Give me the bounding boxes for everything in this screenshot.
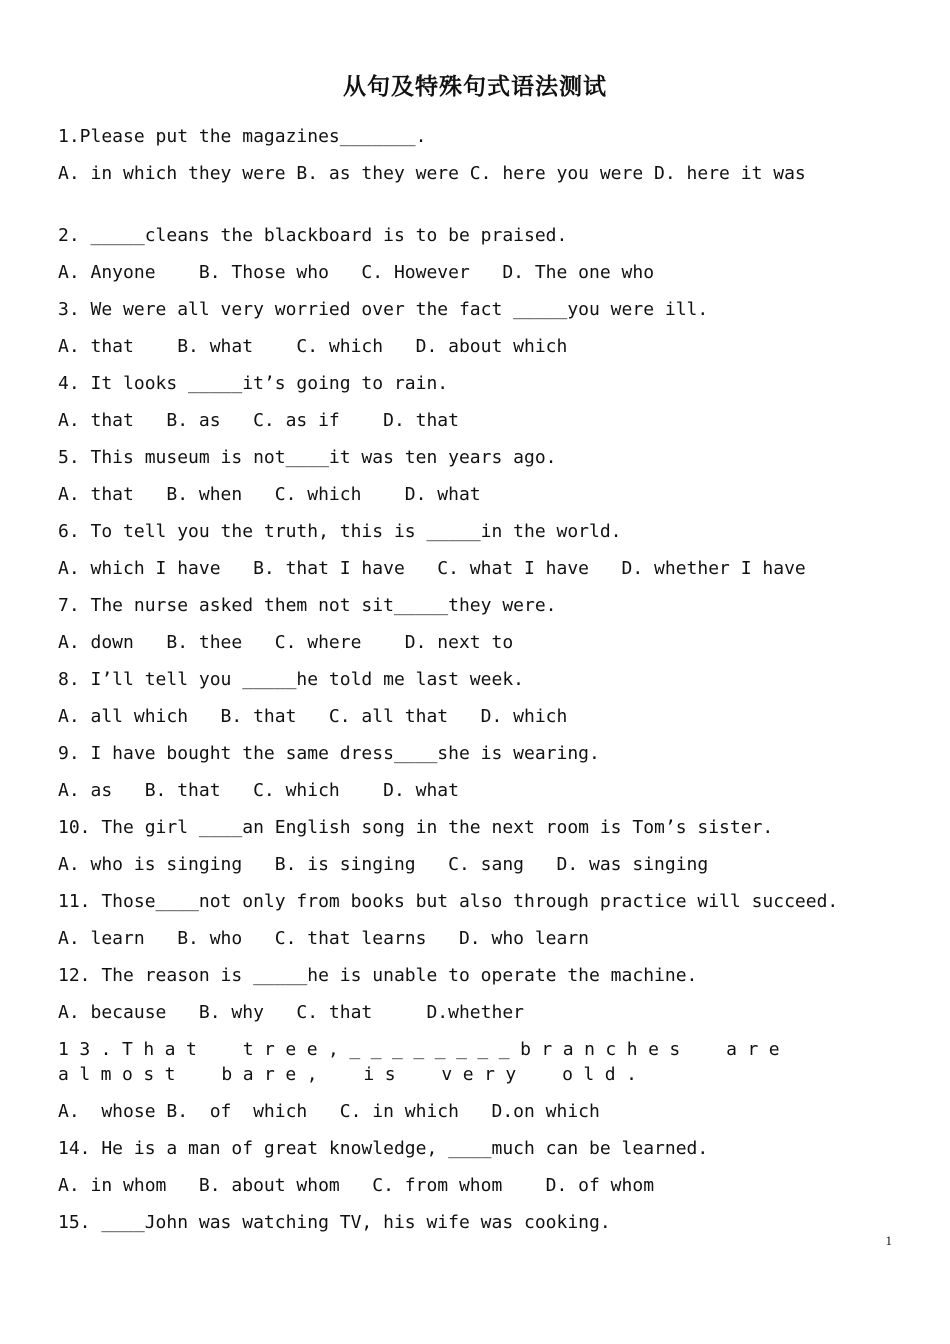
options-6: A. which I have B. that I have C. what I have D. whether I have [58,558,806,579]
page-title: 从句及特殊句式语法测试 [343,73,607,100]
options-7: A. down B. thee C. where D. next to [58,632,514,653]
question-8: 8. I’ll tell you _____he told me last week. [58,669,524,690]
question-9: 9. I have bought the same dress____she is wearing. [58,743,600,764]
options-4: A. that B. as C. as if D. that [58,410,459,431]
question-1: 1.Please put the magazines_______. [58,126,427,147]
options-13: A. whose B. of which C. in which D.on which [58,1101,600,1122]
options-11: A. learn B. who C. that learns D. who learn [58,928,590,949]
question-2: 2. _____cleans the blackboard is to be praised. [58,225,568,246]
question-7: 7. The nurse asked them not sit_____they were. [58,595,557,616]
options-14: A. in whom B. about whom C. from whom D. of whom [58,1175,655,1196]
question-10: 10. The girl ____an English song in the next room is Tom’s sister. [58,817,774,838]
question-13: 13.That tree,________branches are almost bare, is very old. [58,1039,791,1085]
options-9: A. as B. that C. which D. what [58,780,459,801]
question-list [58,124,898,1247]
options-3: A. that B. what C. which D. about which [58,336,568,357]
question-5: 5. This museum is not____it was ten years ago. [58,447,557,468]
options-1: A. in which they were B. as they were C. here you were D. here it was [58,163,806,184]
question-4: 4. It looks _____it’s going to rain. [58,373,449,394]
options-2: A. Anyone B. Those who C. However D. The one who [58,262,655,283]
question-3: 3. We were all very worried over the fact _____you were ill. [58,299,709,320]
options-5: A. that B. when C. which D. what [58,484,481,505]
question-14: 14. He is a man of great knowledge, ____much can be learned. [58,1138,709,1159]
question-11: 11. Those____not only from books but also through practice will succeed. [58,891,839,912]
options-8: A. all which B. that C. all that D. which [58,706,568,727]
question-12: 12. The reason is _____he is unable to operate the machine. [58,965,698,986]
page-number: 1 [885,1233,892,1248]
options-12: A. because B. why C. that D.whether [58,1002,524,1023]
question-15: 15. ____John was watching TV, his wife was cooking. [58,1212,611,1233]
question-6: 6. To tell you the truth, this is _____in the world. [58,521,622,542]
options-10: A. who is singing B. is singing C. sang D. was singing [58,854,709,875]
